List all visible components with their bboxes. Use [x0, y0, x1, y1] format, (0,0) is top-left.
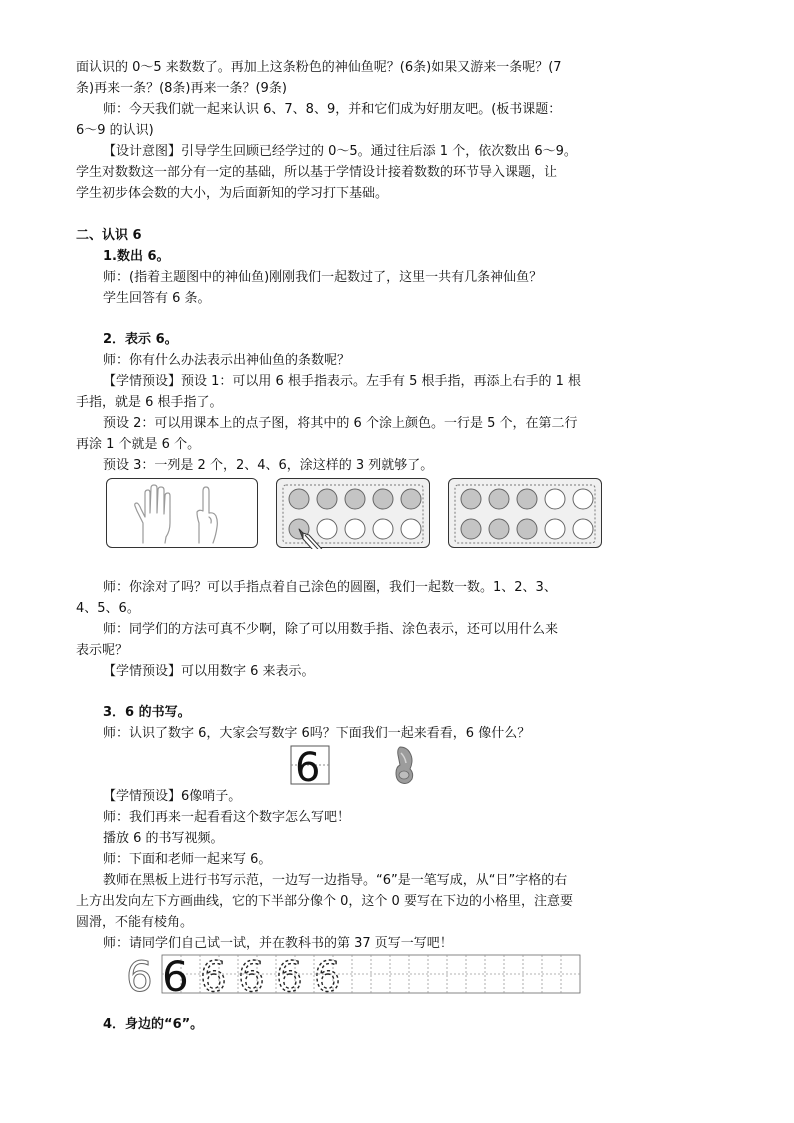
filled-dot	[289, 489, 309, 509]
text-line: 【学情预设】预设 1：可以用 6 根手指表示。左手有 5 根手指，再添上右手的 1 根	[103, 374, 582, 389]
subsection-title: 2．表示 6。	[103, 332, 178, 347]
filled-dot	[317, 489, 337, 509]
text-line: 师：下面和老师一起来写 6。	[103, 852, 272, 867]
text-line: 【学情预设】可以用数字 6 来表示。	[103, 664, 315, 679]
filled-dot	[461, 489, 481, 509]
filled-dot	[373, 489, 393, 509]
subsection-title: 3．6 的书写。	[103, 705, 191, 720]
text-line: 条)再来一条？(8条)再来一条？(9条)	[76, 81, 287, 96]
open-hand-icon	[135, 485, 170, 543]
text-line: 师：今天我们就一起来认识 6、7、8、9，并和它们成为好朋友吧。(板书课题：	[103, 102, 562, 117]
text-line: 6～9 的认识)	[76, 123, 154, 138]
filled-dot	[517, 519, 537, 539]
whistle-icon	[392, 745, 416, 785]
outline-digit-6: 6	[126, 953, 153, 995]
text-line: 再涂 1 个就是 6 个。	[76, 437, 201, 452]
hands-illustration	[106, 478, 258, 548]
text-line: 学生初步体会数的大小，为后面新知的学习打下基础。	[76, 186, 389, 201]
empty-dot	[545, 489, 565, 509]
text-line: 师：同学们的方法可真不少啊，除了可以用数手指、涂色表示，还可以用什么来	[103, 622, 559, 637]
text-line: 师：(指着主题图中的神仙鱼)刚刚我们一起数过了，这里一共有几条神仙鱼？	[103, 270, 543, 285]
text-line: 手指，就是 6 根手指了。	[76, 395, 223, 410]
text-line: 师：我们再来一起看看这个数字怎么写吧！	[103, 810, 351, 825]
text-line: 师：请同学们自己试一试，并在教科书的第 37 页写一写吧！	[103, 936, 453, 951]
empty-dot	[317, 519, 337, 539]
one-finger-icon	[197, 487, 217, 543]
dot-grid-column-filled	[448, 478, 602, 548]
text-line: 上方出发向左下方画曲线，它的下半部分像个 0，这个 0 要写在下边的小格里，注意要	[76, 894, 573, 909]
dashed-digit-6: 6	[200, 953, 227, 995]
text-line: 【设计意图】引导学生回顾已经学过的 0～5。通过往后添 1 个，依次数出 6～9。	[103, 144, 577, 159]
text-line: 师：你涂对了吗？可以手指点着自己涂色的圆圈，我们一起数一数。1、2、3、	[103, 580, 557, 595]
text-line: 师：认识了数字 6，大家会写数字 6吗？下面我们一起来看看，6 像什么？	[103, 726, 531, 741]
dashed-digit-6: 6	[276, 953, 303, 995]
text-line: 教师在黑板上进行书写示范，一边写一边指导。“6”是一笔写成，从“日”字格的右	[103, 873, 568, 888]
filled-dot	[489, 489, 509, 509]
filled-dot	[345, 489, 365, 509]
empty-dot	[573, 519, 593, 539]
filled-dot	[517, 489, 537, 509]
digit-6: 6	[295, 745, 321, 785]
text-line: 4、5、6。	[76, 601, 140, 616]
digit-6: 6	[162, 953, 189, 995]
empty-dot	[573, 489, 593, 509]
text-line: 面认识的 0～5 来数数了。再加上这条粉色的神仙鱼呢？(6条)如果又游来一条呢？(7	[76, 60, 562, 75]
section-heading: 二、认识 6	[76, 228, 142, 243]
subsection-title: 1.数出 6。	[103, 249, 170, 264]
text-line: 预设 2：可以用课本上的点子图，将其中的 6 个涂上颜色。一行是 5 个，在第二行	[103, 416, 578, 431]
text-line: 圆滑，不能有棱角。	[76, 915, 194, 930]
dashed-digit-6: 6	[238, 953, 265, 995]
text-line: 【学情预设】6像哨子。	[103, 789, 242, 804]
empty-dot	[345, 519, 365, 539]
text-line: 师：你有什么办法表示出神仙鱼的条数呢？	[103, 353, 351, 368]
subsection-title: 4．身边的“6”。	[103, 1017, 204, 1032]
text-line: 预设 3：一列是 2 个，2、4、6，涂这样的 3 列就够了。	[103, 458, 434, 473]
dashed-digit-6: 6	[314, 953, 341, 995]
text-line: 播放 6 的书写视频。	[103, 831, 224, 846]
text-line: 学生对数数这一部分有一定的基础，所以基于学情设计接着数数的环节导入课题，让	[76, 165, 558, 180]
filled-dot	[401, 489, 421, 509]
empty-dot	[401, 519, 421, 539]
handwriting-practice-row	[124, 953, 584, 995]
filled-dot	[489, 519, 509, 539]
writing-grid-cell	[290, 745, 330, 785]
filled-dot	[461, 519, 481, 539]
empty-dot	[545, 519, 565, 539]
empty-dot	[373, 519, 393, 539]
text-line: 表示呢？	[76, 643, 129, 658]
dot-grid-row-filled	[276, 478, 430, 548]
text-line: 学生回答有 6 条。	[103, 291, 211, 306]
